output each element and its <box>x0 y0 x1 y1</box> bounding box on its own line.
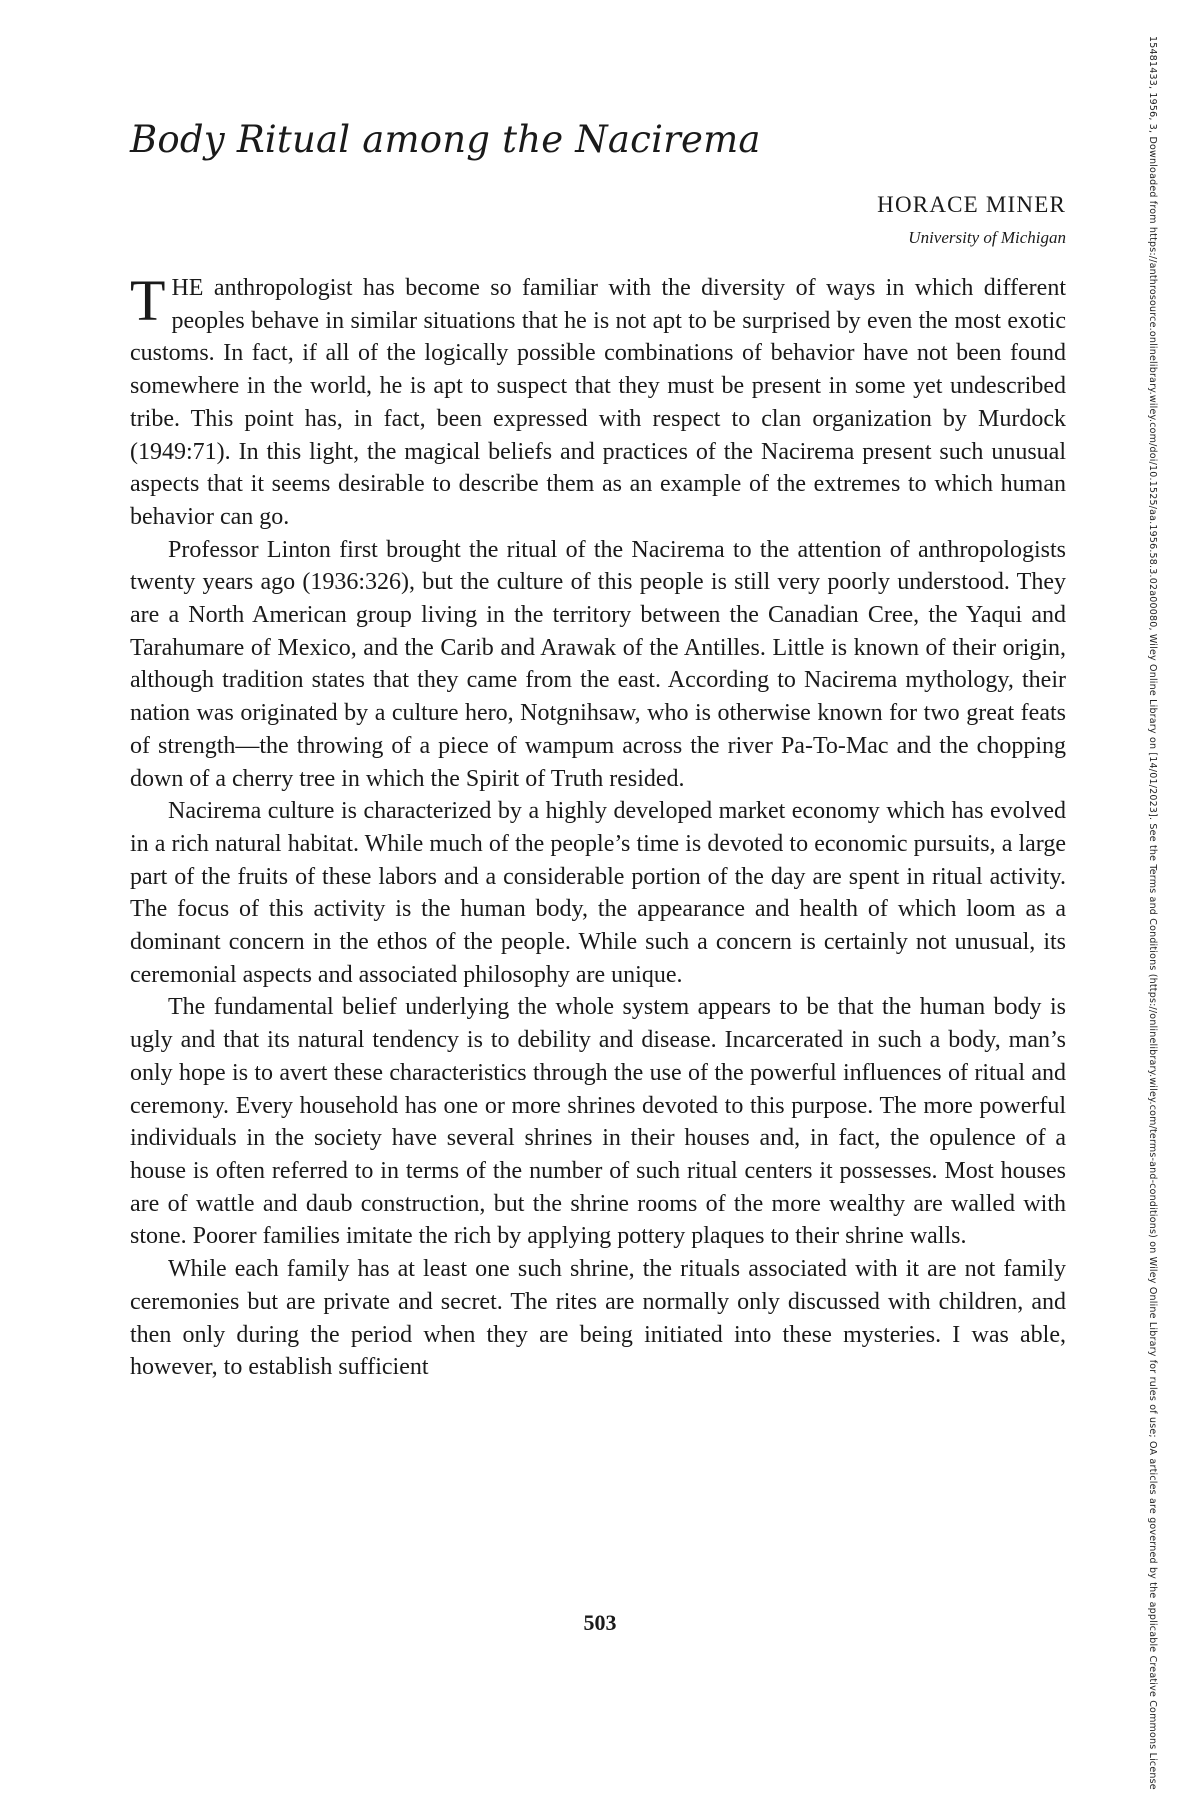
paragraph-2: Professor Linton first brought the ritual of the Nacirema to the attention of anthropologists twenty years ago (1936:326), but the culture of this people is still very poorly understood. They are a North American group living in the territory between the Canadian Cree, the Yaqui and Tarahumare of Mexico, and the Carib and Arawak of the Antilles. Little is known of their origin, although tradition states that they came from the east. According to Nacirema mythology, their nation was originated by a culture hero, Notgnihsaw, who is otherwise known for two great feats of strength—the throwing of a piece of wampum across the river Pa-To-Mac and the chopping down of a cherry tree in which the Spirit of Truth resided. <box>130 536 1066 792</box>
article-title: Body Ritual among the Nacirema <box>130 118 761 161</box>
author-affiliation: University of Michigan <box>908 228 1066 247</box>
author-name: HORACE MINER <box>877 192 1066 217</box>
paragraph-3: Nacirema culture is characterized by a highly developed market economy which has evolved in a rich natural habitat. While much of the people’s time is devoted to economic pursuits, a large part of the fruits of these labors and a considerable portion of the day are spent in ritual activity. The focus of this activity is the human body, the appearance and health of which loom as a dominant concern in the ethos of the people. While such a concern is certainly not unusual, its ceremonial aspects and associated philosophy are unique. <box>130 798 1066 988</box>
paragraph-1 <box>130 268 1066 534</box>
paragraph-1-text: HE anthropologist has become so familiar with the diversity of ways in which different peoples behave in similar situations that he is not apt to be surprised by even the most exotic customs. In fact, if all of the logically possible combinations of behavior have not been found somewhere in the world, he is apt to suspect that they must be present in some yet undescribed tribe. This point has, in fact, been expressed with respect to clan organization by Murdock (1949:71). In this light, the magical beliefs and practices of the Nacirema present such unusual aspects that it seems desirable to describe them as an example of the extremes to which human behavior can go. <box>130 275 1066 530</box>
paragraph-4: The fundamental belief underlying the whole system appears to be that the human body is ugly and that its natural tendency is to debility and disease. Incarcerated in such a body, man’s only hope is to avert these characteristics through the use of the powerful influences of ritual and ceremony. Every household has one or more shrines devoted to this purpose. The more powerful individuals in the society have several shrines in their houses and, in fact, the opulence of a house is often referred to in terms of the number of such ritual centers it possesses. Most houses are of wattle and daub construction, but the shrine rooms of the more wealthy are walled with stone. Poorer families imitate the rich by applying pottery plaques to their shrine walls. <box>130 994 1066 1250</box>
paragraph-5: While each family has at least one such shrine, the rituals associated with it are not family ceremonies but are private and secret. The rites are normally only discussed with children, and then only during the period when they are being initiated into these mysteries. I was able, however, to establish sufficient <box>130 1256 1066 1381</box>
drop-cap: T <box>130 268 166 333</box>
page-number: 503 <box>583 1610 617 1635</box>
download-margin-note: 15481433, 1956, 3, Downloaded from https://anthrosource.onlinelibrary.wiley.com/doi/10.1525/aa.1956.58.3.02a00080, Wiley Online Library on [14/01/2023]. See the Terms and Conditions (https://onlinelibrary.wiley.com/terms-and-conditions) on Wiley Online Library for rules of use; OA articles are governed by the applicable Creative Commons License <box>1147 36 1158 1790</box>
article-body <box>130 268 1066 1384</box>
